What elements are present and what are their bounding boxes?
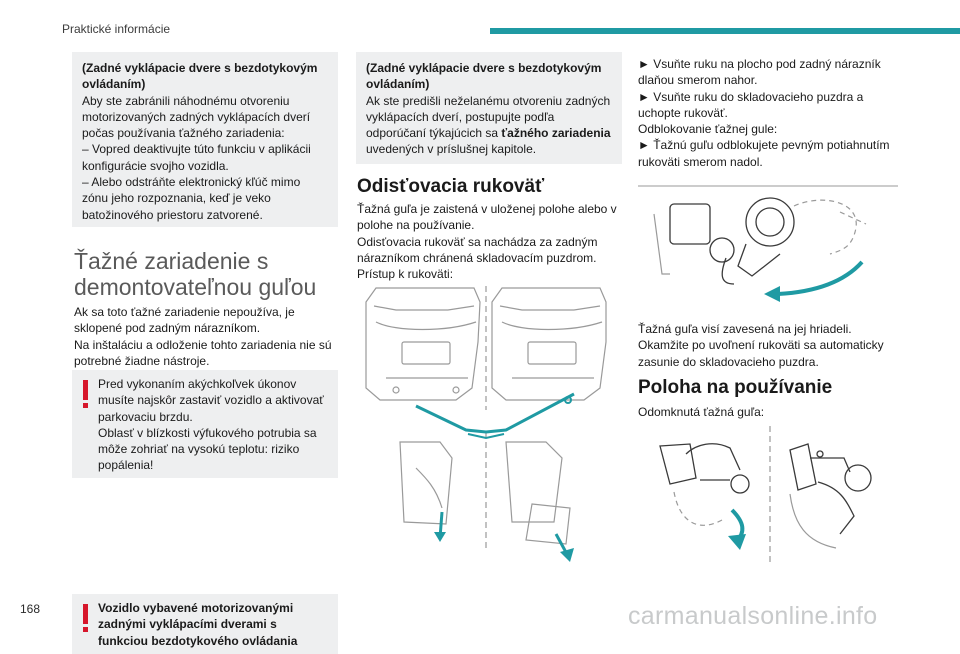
info-box-tailgate-middle: [356, 52, 622, 164]
middle-text: [357, 201, 623, 282]
warning-box-parking: [72, 370, 338, 478]
unlocked-tow-ball-illustration: [640, 424, 910, 566]
subheading: Odblokovanie ťažnej gule:: [638, 122, 778, 137]
info-box-tailgate: [72, 52, 338, 227]
info-box-text: Ak ste predišli neželanému otvoreniu zadných vyklápacích dverí, postupujte podľa odporúčaní týkajúcich sa ťažného zariadenia uvedených v príslušnej kapitole.: [366, 93, 611, 157]
info-box-item: – Alebo odstráňte elektronický kľúč mimo zónu jeho rozpoznania, keď je veko batožinového priestoru zatvorené.: [82, 175, 301, 222]
info-box-title: (Zadné vyklápacie dvere s bezdotykovým ovládaním): [366, 61, 602, 92]
intro-paragraph: Na inštaláciu a odloženie tohto zariadenia nie sú potrebné žiadne nástroje.: [74, 337, 332, 368]
warning-text: Pred vykonaním akýchkoľvek úkonov musíte najskôr zastaviť vozidlo a aktivovať parkovaciu brzdu.: [98, 377, 324, 424]
info-box-title: (Zadné vyklápacie dvere s bezdotykovým ovládaním): [82, 61, 318, 92]
section-heading: Poloha na používanie: [638, 377, 833, 398]
warning-icon: [82, 604, 90, 634]
after-unlock-text: [638, 321, 904, 370]
step-item: ► Ťažnú guľu odblokujete pevným potiahnutím rukoväti smerom nadol.: [638, 138, 890, 169]
steps-text: [638, 56, 904, 170]
paragraph: Odomknutá ťažná guľa:: [638, 405, 765, 419]
section-heading: Odisťovacia rukoväť: [357, 176, 545, 197]
warning-text: Oblasť v blízkosti výfukového potrubia sa môže zohriať na vysokú teplotu: riziko popálenia!: [98, 425, 317, 473]
step-item: ► Vsuňte ruku do skladovacieho puzdra a uchopte rukoväť.: [638, 89, 864, 120]
paragraph: Ťažná guľa je zaistená v uloženej polohe alebo v polohe na používanie.: [357, 202, 617, 233]
paragraph: Odisťovacia rukoväť sa nachádza za zadným nárazníkom chránená skladovacím puzdrom.: [357, 234, 598, 265]
intro-paragraph: Ak sa toto ťažné zariadenie nepoužíva, je sklopené pod zadným nárazníkom.: [74, 305, 295, 336]
info-box-item: – Vopred deaktivujte túto funkciu v aplikácii konfigurácie svojho vozidla.: [82, 142, 311, 173]
paragraph: Prístup k rukoväti:: [357, 267, 454, 282]
warning-box-tailgate: [72, 594, 338, 654]
warning-icon: [82, 380, 90, 410]
page-number: 168: [20, 602, 41, 616]
section-title: Praktické informácie: [62, 22, 171, 36]
status-text: [638, 404, 904, 420]
section-heading: Ťažné zariadenie s demontovateľnou guľou: [74, 248, 317, 300]
watermark: carmanualsonline.info: [628, 602, 878, 630]
step-item: ► Vsuňte ruku na plocho pod zadný nárazník dlaňou smerom nahor.: [638, 57, 881, 88]
intro-text: [74, 304, 340, 369]
header-accent-bar: [490, 28, 960, 34]
paragraph: Ťažná guľa visí zavesená na jej hriadeli. Okamžite po uvoľnení rukoväti sa automaticky zasunie do skladovacieho puzdra.: [638, 322, 884, 369]
tow-ball-unlock-illustration: [630, 184, 902, 314]
info-box-text: Aby ste zabránili náhodnému otvoreniu motorizovaných zadných vyklápacích dverí počas používania ťažného zariadenia:: [82, 93, 311, 141]
bumper-access-illustration: [356, 282, 618, 572]
warning-text: Vozidlo vybavené motorizovanými zadnými vyklápacími dverami s funkciou bezdotykového ovládania: [98, 601, 298, 648]
